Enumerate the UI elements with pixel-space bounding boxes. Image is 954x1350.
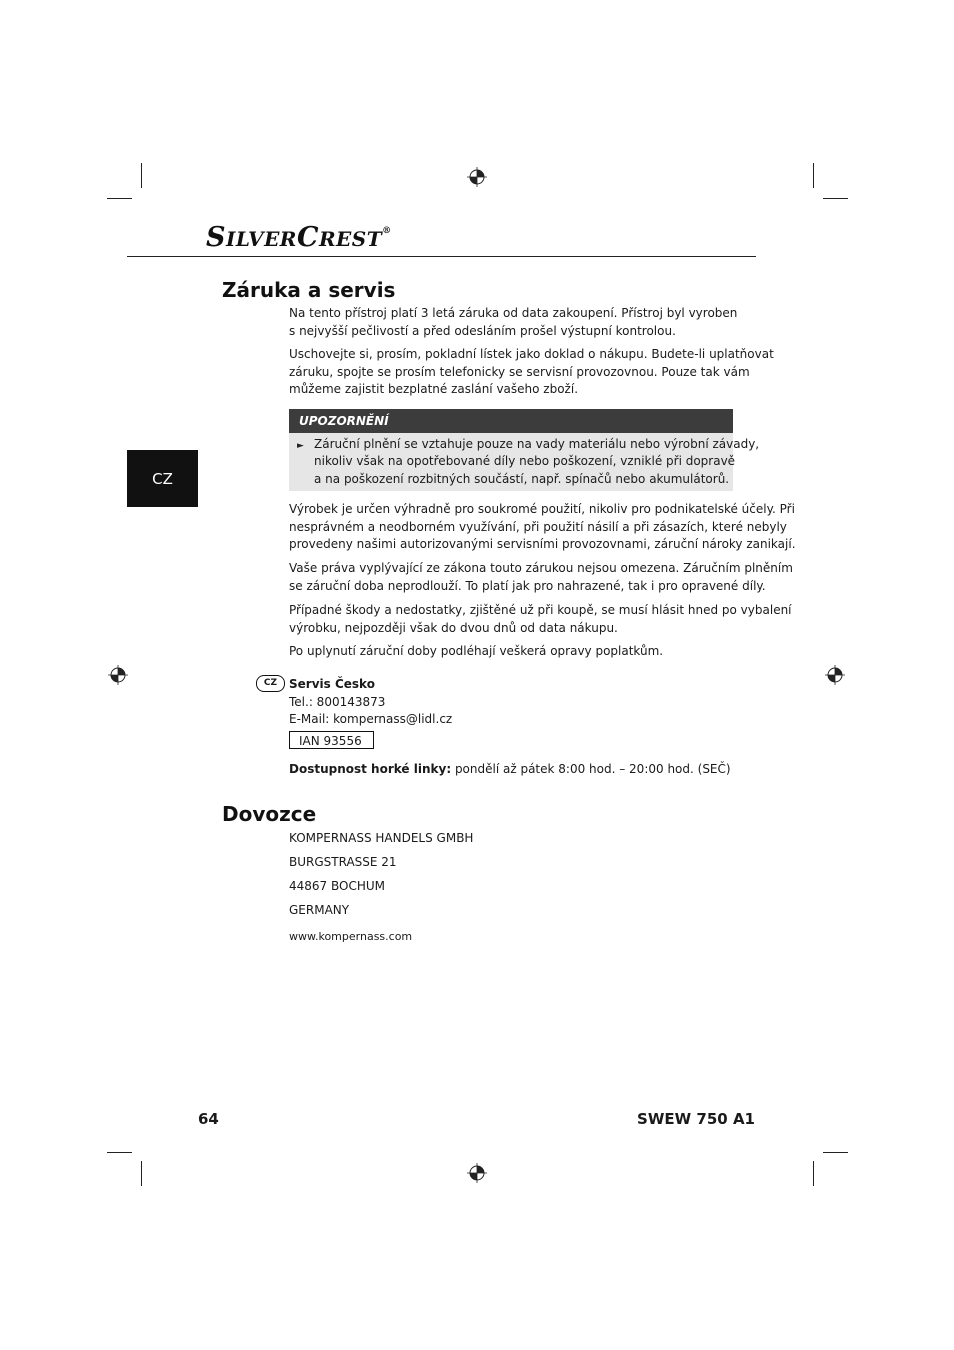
warranty-paragraph: Výrobek je určen výhradně pro soukromé použití, nikoliv pro podnikatelské účely. Při nesprávném a neodborném využívání, při použití násilí a při zásazích, které nebyly provedeny našimi autorizovanými servisními provozovnami, záruční nároky zanikají. (289, 502, 796, 552)
notice-line: Záruční plnění se vztahuje pouze na vady materiálu nebo výrobní závady, (314, 437, 760, 451)
notice-line: nikoliv však na opotřebované díly nebo poškození, vzniklé při dopravě (314, 454, 736, 469)
notice-line: a na poškození rozbitných součástí, např. spínačů nebo akumulátorů. (314, 471, 730, 486)
hotline-hours: pondělí až pátek 8:00 hod. – 20:00 hod. (SEČ) (451, 762, 731, 776)
crop-mark (107, 198, 132, 199)
crop-mark (813, 1161, 814, 1186)
country-badge: CZ (256, 675, 285, 692)
warranty-paragraph: Případné škody a nedostatky, zjištěné už při koupě, se musí hlásit hned po vybalení výrobku, nejpozději však do dvou dnů od data nákupu. (289, 603, 792, 635)
service-phone: Tel.: 800143873 (289, 694, 386, 709)
notice-box (289, 433, 760, 491)
registration-mark-icon (108, 665, 128, 685)
service-name: Servis Česko (289, 677, 375, 691)
ian-box: IAN 93556 (289, 731, 374, 749)
importer-street: BURGSTRASSE 21 (289, 855, 397, 869)
crop-mark (813, 163, 814, 188)
page-number: 64 (198, 1110, 219, 1128)
warranty-paragraph: Na tento přístroj platí 3 letá záruka od data zakoupení. Přístroj byl vyroben s nejvyšší pečlivostí a před odesláním prošel výstupní kontrolou. (289, 306, 738, 338)
warranty-paragraph: Po uplynutí záruční doby podléhají veškerá opravy poplatkům. (289, 644, 664, 658)
service-contact (289, 676, 737, 729)
crop-mark (141, 163, 142, 188)
registration-mark-icon (467, 1163, 487, 1183)
crop-mark (107, 1152, 132, 1153)
warranty-paragraph: Uschovejte si, prosím, pokladní lístek jako doklad o nákupu. Budete-li uplatňovat záruku, spojte se prosím telefonicky se servisní provozovnou. Pouze tak vám můžeme zajistit bezplatné zaslání vašeho zboží. (289, 347, 774, 397)
importer-city: 44867 BOCHUM (289, 879, 385, 893)
registration-mark-icon (467, 167, 487, 187)
crop-mark (823, 1152, 848, 1153)
language-tab (127, 450, 198, 507)
service-email: E-Mail: kompernass@lidl.cz (289, 712, 453, 727)
importer-country: GERMANY (289, 903, 350, 917)
hotline-info (289, 761, 737, 779)
header-rule (127, 256, 756, 257)
crop-mark (823, 198, 848, 199)
notice-title: UPOZORNĚNÍ (289, 409, 733, 433)
silvercrest-logo: SILVERCREST® (206, 222, 392, 253)
warranty-heading: Záruka a servis (222, 278, 396, 302)
warranty-paragraph: Vaše práva vyplývající ze zákona touto zárukou nejsou omezena. Záručním plněním se záruční doba neprodlouží. To platí jak pro nahrazené, tak i pro opravené díly. (289, 561, 793, 593)
importer-heading: Dovozce (222, 802, 317, 826)
crop-mark (141, 1161, 142, 1186)
language-tab-label: CZ (152, 469, 173, 488)
importer-company: KOMPERNASS HANDELS GMBH (289, 831, 474, 845)
registration-mark-icon (825, 665, 845, 685)
model-number: SWEW 750 A1 (637, 1110, 755, 1128)
hotline-label: Dostupnost horké linky: (289, 762, 452, 776)
importer-website: www.kompernass.com (289, 930, 413, 943)
bullet-arrow-icon: ► (297, 441, 304, 451)
